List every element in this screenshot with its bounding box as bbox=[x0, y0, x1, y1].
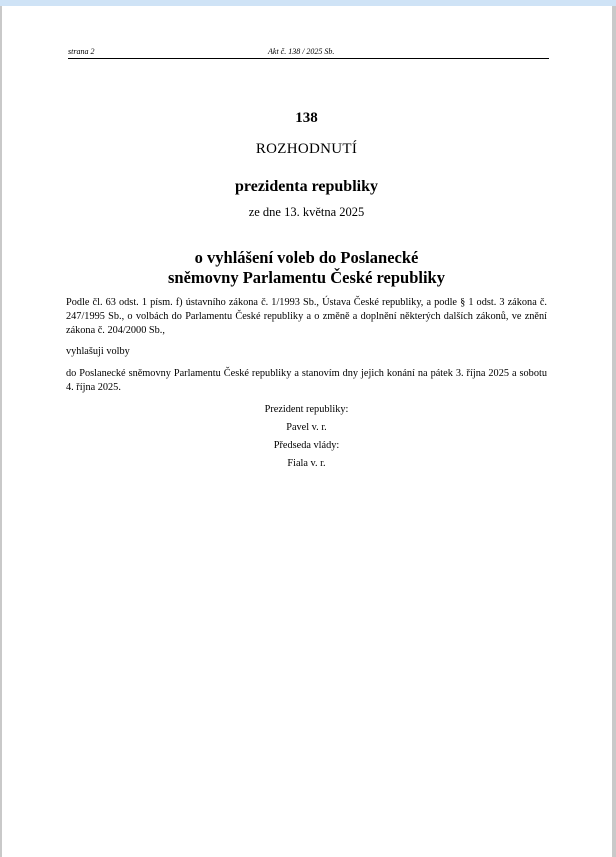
president-signature: Pavel v. r. bbox=[286, 422, 327, 433]
subject-line-2: sněmovny Parlamentu České republiky bbox=[167, 268, 445, 287]
signature-block bbox=[66, 401, 547, 473]
page-number-label: strana 2 bbox=[68, 47, 95, 56]
act-reference: Akt č. 138 / 2025 Sb. bbox=[268, 47, 335, 56]
document-subject bbox=[66, 248, 547, 288]
page-header bbox=[68, 44, 549, 59]
proclamation-paragraph: vyhlašuji volby bbox=[66, 346, 130, 357]
document-issuer: prezidenta republiky bbox=[235, 178, 378, 195]
prime-minister-title: Předseda vlády: bbox=[273, 440, 340, 451]
legal-basis-paragraph: Podle čl. 63 odst. 1 písm. f) ústavního zákona č. 1/1993 Sb., Ústava České republiky, a podle § 1 odst. 3 zákona č. 247/1995 Sb., o volbách do Parlamentu České republiky a o změně a doplnění některých dalších zákonů, ve znění zákona č. 204/2000 Sb., bbox=[66, 297, 547, 336]
act-number: 138 bbox=[295, 110, 318, 126]
subject-line-1: o vyhlášení voleb do Poslanecké bbox=[194, 248, 419, 267]
prime-minister-signature: Fiala v. r. bbox=[287, 458, 326, 469]
election-dates-paragraph: do Poslanecké sněmovny Parlamentu České republiky a stanovím dny jejich konání na pátek 3. října 2025 a sobotu 4. října 2025. bbox=[66, 368, 547, 393]
document-date: ze dne 13. května 2025 bbox=[248, 205, 365, 219]
document-kind: ROZHODNUTÍ bbox=[255, 141, 358, 157]
president-title: Prezident republiky: bbox=[264, 404, 349, 415]
